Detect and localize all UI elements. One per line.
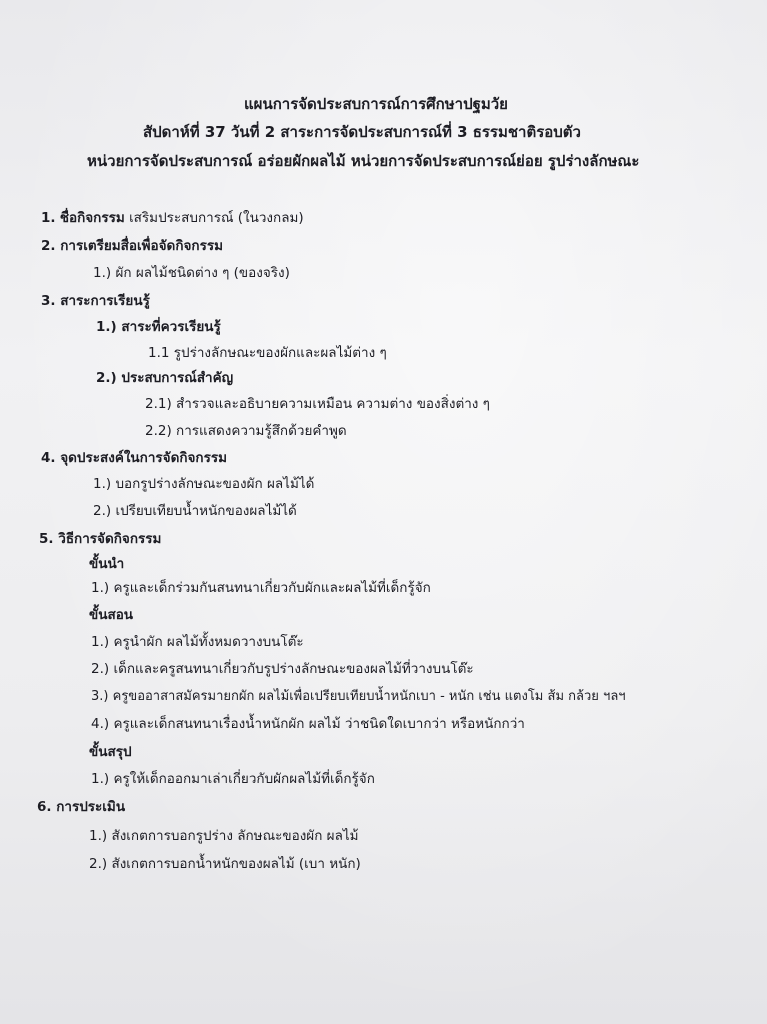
section-5-heading xyxy=(39,527,161,549)
step-heading-teach: ขั้นสอน xyxy=(89,607,134,623)
list-item xyxy=(145,392,490,414)
list-item xyxy=(93,472,314,494)
item-text: รูปร่างลักษณะของผักและผลไม้ต่าง ๆ xyxy=(173,345,387,361)
item-text: ครูขออาสาสมัครมายกผัก ผลไม้เพื่อเปรียบเทียบน้ำหนักเบา - หนัก เช่น แตงโม ส้ม กล้วย ฯลฯ xyxy=(112,689,626,704)
doc-week-line: สัปดาห์ที่ 37 วันที่ 2 สาระการจัดประสบการณ์ที่ 3 ธรรมชาติรอบตัว xyxy=(143,123,581,141)
section-2-title: การเตรียมสื่อเพื่อจัดกิจกรรม xyxy=(60,238,223,254)
section-6-heading xyxy=(37,795,125,817)
section-1-number: 1. xyxy=(41,210,56,226)
subsection-title: สาระที่ควรเรียนรู้ xyxy=(121,319,221,335)
item-number: 2.1) xyxy=(145,396,172,412)
section-3-title: สาระการเรียนรู้ xyxy=(60,293,150,309)
list-item xyxy=(145,419,347,441)
list-item xyxy=(91,630,304,652)
item-text: เด็กและครูสนทนาเกี่ยวกับรูปร่างลักษณะของผลไม้ที่วางบนโต๊ะ xyxy=(113,661,474,677)
section-5-number: 5. xyxy=(39,531,54,547)
subsection-number: 2.) xyxy=(96,370,117,386)
section-1-value: เสริมประสบการณ์ (ในวงกลม) xyxy=(129,210,304,226)
list-item xyxy=(148,341,387,363)
step-heading-summary: ขั้นสรุป xyxy=(89,744,132,760)
item-number: 2.) xyxy=(91,661,110,677)
list-item xyxy=(91,576,431,598)
list-item xyxy=(89,852,361,874)
doc-unit-line: หน่วยการจัดประสบการณ์ อร่อยผักผลไม้ หน่วยการจัดประสบการณ์ย่อย รูปร่างลักษณะ xyxy=(87,152,640,170)
item-text: สำรวจและอธิบายความเหมือน ความต่าง ของสิ่งต่าง ๆ xyxy=(176,396,490,412)
section-4-number: 4. xyxy=(41,450,56,466)
doc-title: แผนการจัดประสบการณ์การศึกษาปฐมวัย xyxy=(244,95,508,113)
item-number: 2.) xyxy=(93,503,112,519)
list-item xyxy=(93,499,297,521)
item-number: 1.) xyxy=(93,265,112,281)
item-text: เปรียบเทียบน้ำหนักของผลไม้ได้ xyxy=(115,503,297,519)
list-item xyxy=(91,767,375,789)
section-6-title: การประเมิน xyxy=(56,799,126,815)
item-number: 1.) xyxy=(91,580,110,596)
subsection-title: ประสบการณ์สำคัญ xyxy=(121,370,234,386)
subsection-heading xyxy=(96,366,233,388)
section-3-number: 3. xyxy=(41,293,56,309)
item-text: สังเกตการบอกรูปร่าง ลักษณะของผัก ผลไม้ xyxy=(111,828,359,844)
section-5-title: วิธีการจัดกิจกรรม xyxy=(58,531,162,547)
section-4-title: จุดประสงค์ในการจัดกิจกรรม xyxy=(60,450,228,466)
section-1-title: ชื่อกิจกรรม xyxy=(59,210,125,226)
item-number: 1.1 xyxy=(148,345,170,361)
list-item xyxy=(93,261,290,283)
section-2-number: 2. xyxy=(41,238,56,254)
list-item xyxy=(89,824,359,846)
item-text: สังเกตการบอกน้ำหนักของผลไม้ (เบา หนัก) xyxy=(111,856,361,872)
section-6-number: 6. xyxy=(37,799,52,815)
item-text: ครูนำผัก ผลไม้ทั้งหมดวางบนโต๊ะ xyxy=(113,634,304,650)
section-2-heading xyxy=(41,234,223,256)
item-text: ผัก ผลไม้ชนิดต่าง ๆ (ของจริง) xyxy=(115,265,290,281)
item-text: ครูและเด็กร่วมกันสนทนาเกี่ยวกับผักและผลไม้ที่เด็กรู้จัก xyxy=(113,580,431,596)
item-text: บอกรูปร่างลักษณะของผัก ผลไม้ได้ xyxy=(115,476,315,492)
item-text: การแสดงความรู้สึกด้วยคำพูด xyxy=(176,423,347,439)
item-number: 1.) xyxy=(91,634,110,650)
list-item xyxy=(91,685,626,706)
item-number: 2.) xyxy=(89,856,108,872)
item-number: 1.) xyxy=(93,476,112,492)
step-heading-intro: ขั้นนำ xyxy=(89,556,125,572)
section-1 xyxy=(41,206,304,228)
item-number: 1.) xyxy=(89,828,108,844)
item-text: ครูให้เด็กออกมาเล่าเกี่ยวกับผักผลไม้ที่เด็กรู้จัก xyxy=(113,771,375,787)
section-3-heading xyxy=(41,289,150,311)
item-number: 3.) xyxy=(91,689,109,704)
item-number: 2.2) xyxy=(145,423,172,439)
item-number: 4.) xyxy=(91,716,110,732)
item-number: 1.) xyxy=(91,771,110,787)
list-item xyxy=(91,657,474,679)
item-text: ครูและเด็กสนทนาเรื่องน้ำหนักผัก ผลไม้ ว่าชนิดใดเบากว่า หรือหนักกว่า xyxy=(113,716,525,732)
section-4-heading xyxy=(41,446,227,468)
list-item xyxy=(91,712,525,734)
subsection-heading xyxy=(96,315,221,337)
subsection-number: 1.) xyxy=(96,319,117,335)
